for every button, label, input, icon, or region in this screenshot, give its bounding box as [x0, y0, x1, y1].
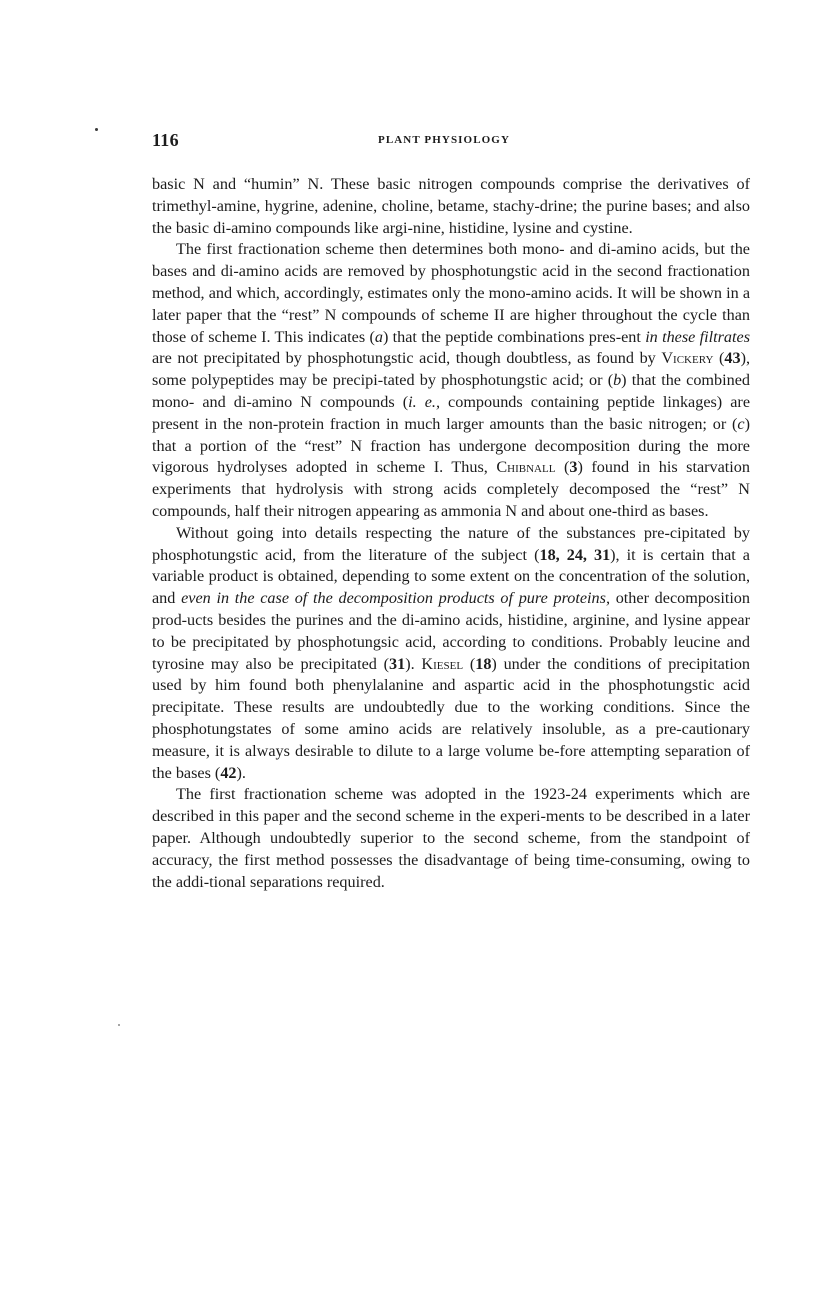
- running-title: PLANT PHYSIOLOGY: [378, 134, 510, 146]
- text-segment: other decomposition prod-ucts besides the purines and the di-amino acids, histidine, arginine, and lysine appear to be precipitated by phosphotungsic acid, according to conditions. Probably leucine and tyrosine may also be precipitated (: [152, 589, 750, 673]
- page-header: [152, 130, 750, 154]
- body-text: [152, 174, 750, 893]
- text-segment: ).: [405, 654, 422, 673]
- paragraph: [152, 523, 750, 785]
- text-segment: ) that the peptide combinations pres-ent: [382, 327, 646, 346]
- text-segment: a: [374, 327, 383, 346]
- text-segment: ) found in his starvation experiments that hydrolysis with strong acids completely decomposed the “rest” N compounds, half their nitrogen appearing as ammonia N and about one-third as bases.: [152, 458, 750, 520]
- text-segment: 43: [724, 349, 741, 368]
- text-segment: Vickery: [661, 349, 714, 368]
- text-segment: ) under the conditions of precipitation used by him found both phenylalanine and aspartic acid in the phosphotungstic acid precipitate. These results are undoubtedly due to the working conditions. Since the phosphotungstates of some amino acids are relatively insoluble, as a pre-cautionary measure, it is always desirable to dilute to a large volume be-fore attempting separation of the bases (: [152, 654, 751, 782]
- text-segment: in these filtrates: [645, 327, 751, 346]
- text-segment: (: [463, 654, 476, 673]
- margin-dot: [95, 128, 98, 131]
- text-segment: 3: [569, 458, 578, 477]
- text-segment: c: [737, 414, 745, 433]
- text-segment: 18, 24, 31: [539, 545, 611, 564]
- text-segment: ) that a portion of the “rest” N fraction has undergone decomposition during the more vigorous hydrolyses adopted in scheme I. Thus,: [152, 414, 750, 477]
- text-segment: ), it is certain that a variable product is obtained, depending to some extent on the concentration of the solution, and: [152, 545, 750, 608]
- paragraph: [152, 174, 750, 239]
- text-segment: ), some polypeptides may be precipi-tated by phosphotungstic acid; or (: [152, 349, 751, 390]
- text-segment: b: [613, 371, 622, 390]
- text-segment: The first fractionation scheme was adopted in the 1923-24 experiments which are described in this paper and the second scheme in the experi-ments to be described in a later paper. Although undoubtedly superior to the second scheme, from the standpoint of accuracy, the first method possesses the disadvantage of being time-consuming, owing to the addi-tional separations required.: [152, 785, 750, 891]
- text-segment: Without going into details respecting the nature of the substances pre-cipitated by phosphotungstic acid, from the literature of the subject (: [152, 523, 750, 564]
- text-segment: are not precipitated by phosphotungstic acid, though doubtless, as found by: [152, 349, 662, 368]
- text-segment: 31: [389, 654, 406, 673]
- text-segment: ).: [236, 763, 246, 782]
- paragraph: [152, 239, 750, 522]
- text-segment: Chibnall: [496, 458, 556, 477]
- text-segment: The first fractionation scheme then determines both mono- and di-amino acids, but the bases and di-amino acids are removed by phosphotungstic acid in the second fractionation method, and which, accordingly, estimates only the mono-amino acids. It will be shown in a later paper that the “rest” N compounds of scheme II are higher throughout the cycle than those of scheme I. This indicates (: [152, 240, 750, 346]
- text-segment: (: [555, 458, 570, 477]
- text-segment: i. e.,: [408, 392, 440, 411]
- text-segment: even in the case of the decomposition products of pure proteins,: [181, 589, 610, 608]
- margin-dot: [118, 1024, 120, 1026]
- text-segment: compounds containing peptide linkages) are present in the non-protein fraction in much larger amounts than the basic nitrogen; or (: [152, 392, 751, 433]
- page-number: 116: [152, 130, 179, 150]
- paragraph: [152, 784, 750, 893]
- text-segment: (: [713, 349, 725, 368]
- text-segment: Kiesel: [421, 654, 464, 673]
- text-segment: 42: [220, 763, 237, 782]
- text-segment: 18: [475, 654, 492, 673]
- text-segment: basic N and “humin” N. These basic nitrogen compounds comprise the derivatives of trimethyl-amine, hygrine, adenine, choline, betame, stachy-drine; the purine bases; and also the basic di-amino compounds like argi-nine, histidine, lysine and cystine.: [152, 175, 750, 237]
- text-segment: ) that the combined mono- and di-amino N compounds (: [152, 371, 750, 411]
